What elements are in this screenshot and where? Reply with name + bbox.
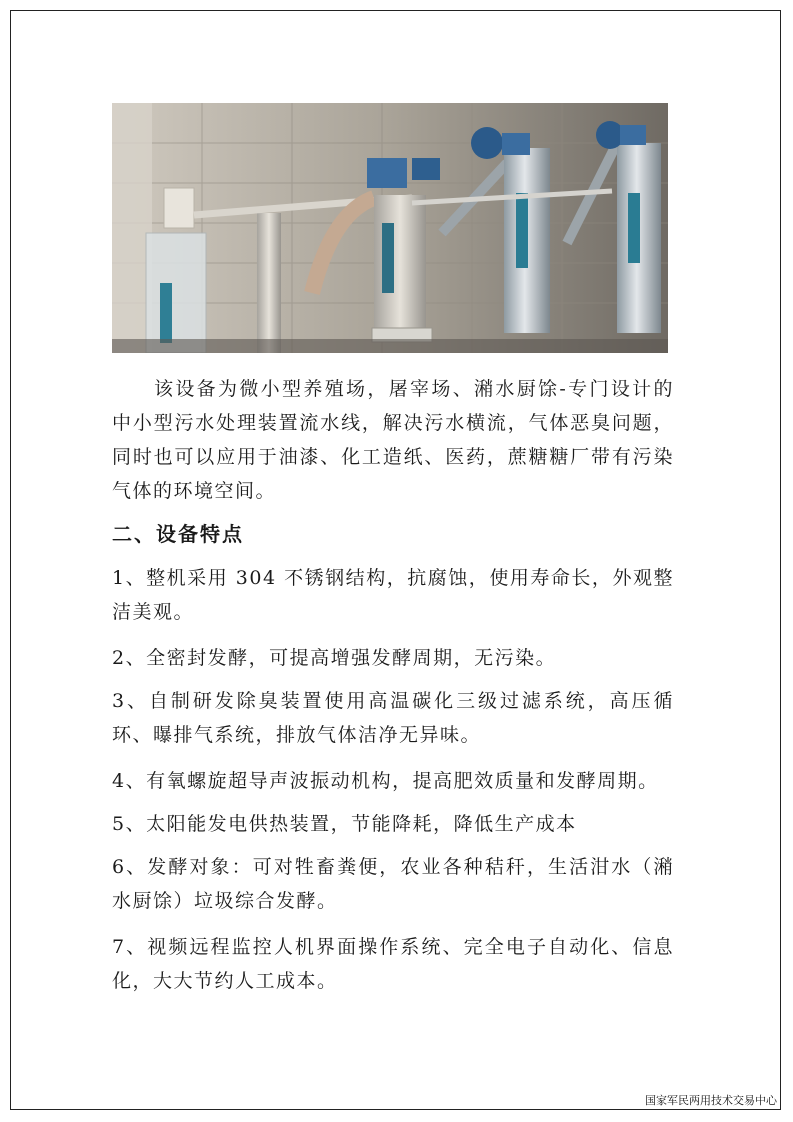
- feature-item: 3、自制研发除臭装置使用高温碳化三级过滤系统，高压循环、曝排气系统，排放气体洁净无异味。: [112, 690, 674, 746]
- feature-item: 7、视频远程监控人机界面操作系统、完全电子自动化、信息化，大大节约人工成本。: [112, 936, 674, 992]
- feature-item: 4、有氧螺旋超导声波振动机构，提高肥效质量和发酵周期。: [112, 770, 659, 792]
- intro-paragraph: 该设备为微小型养殖场，屠宰场、潲水厨馀-专门设计的中小型污水处理装置流水线，解决污水横流，气体恶臭问题，同时也可以应用于油漆、化工造纸、医药，蔗糖糖厂带有污染气体的环境空间。: [112, 378, 674, 502]
- feature-item: 2、全密封发酵，可提高增强发酵周期，无污染。: [112, 647, 557, 669]
- feature-item: 1、整机采用 304 不锈钢结构，抗腐蚀，使用寿命长，外观整洁美观。: [112, 567, 674, 623]
- feature-item: 5、太阳能发电供热装置，节能降耗，降低生产成本: [112, 813, 577, 835]
- section-heading: 二、设备特点: [112, 522, 244, 546]
- footer-organization: 国家军民两用技术交易中心: [645, 1094, 777, 1107]
- equipment-photo: [112, 103, 668, 353]
- feature-item: 6、发酵对象：可对牲畜粪便，农业各种秸秆，生活泔水（潲水厨馀）垃圾综合发酵。: [112, 856, 674, 912]
